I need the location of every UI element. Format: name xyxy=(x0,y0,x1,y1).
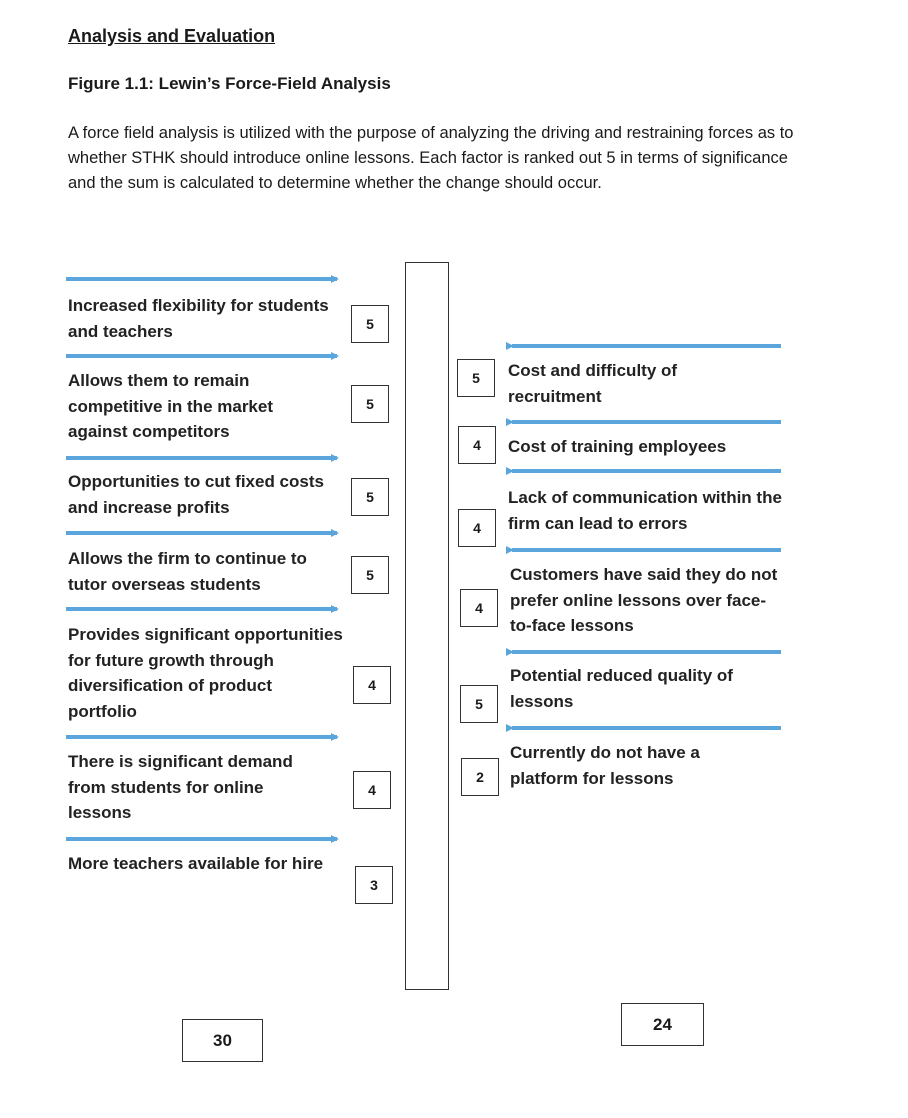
restraining-score-box: 5 xyxy=(457,359,495,397)
restraining-factor-label: Cost and difficulty of recruitment xyxy=(508,361,678,406)
restraining-factor-label: Customers have said they do not prefer online lessons over face-to-face lessons xyxy=(510,565,778,635)
restraining-score-box: 5 xyxy=(460,685,498,723)
driving-factor-label: More teachers available for hire xyxy=(68,854,324,873)
driving-factor-label: Opportunities to cut fixed costs and increase profits xyxy=(68,472,324,517)
center-bar xyxy=(405,262,449,990)
driving-score-box: 5 xyxy=(351,478,389,516)
restraining-score-box: 2 xyxy=(461,758,499,796)
driving-score-box: 5 xyxy=(351,556,389,594)
driving-factor-label: Increased flexibility for students and teachers xyxy=(68,296,329,341)
driving-factor-label: Allows the firm to continue to tutor overseas students xyxy=(68,549,307,594)
driving-score-box: 3 xyxy=(355,866,393,904)
driving-total-box: 30 xyxy=(182,1019,263,1062)
restraining-factor-label: Potential reduced quality of lessons xyxy=(510,666,733,711)
intro-paragraph: A force field analysis is utilized with the purpose of analyzing the driving and restraining forces as to whether STHK should introduce online lessons. Each factor is ranked out 5 in terms of significance and the sum is calculated to determine whether the change should occur. xyxy=(68,124,794,192)
restraining-score-box: 4 xyxy=(458,426,496,464)
driving-factor-label: There is significant demand from students for online lessons xyxy=(68,752,293,822)
restraining-total-box: 24 xyxy=(621,1003,704,1046)
restraining-factor-label: Lack of communication within the firm can lead to errors xyxy=(508,488,782,533)
restraining-score-box: 4 xyxy=(458,509,496,547)
driving-factor-label: Allows them to remain competitive in the market against competitors xyxy=(68,371,274,441)
driving-score-box: 5 xyxy=(351,385,389,423)
restraining-factor-label: Cost of training employees xyxy=(508,437,727,456)
figure-title: Figure 1.1: Lewin’s Force-Field Analysis xyxy=(68,74,391,93)
driving-factor-label: Provides significant opportunities for future growth through diversification of product portfolio xyxy=(68,625,343,721)
restraining-score-box: 4 xyxy=(460,589,498,627)
restraining-factor-label: Currently do not have a platform for lessons xyxy=(510,743,700,788)
driving-score-box: 4 xyxy=(353,771,391,809)
driving-score-box: 5 xyxy=(351,305,389,343)
section-heading: Analysis and Evaluation xyxy=(68,26,276,46)
driving-score-box: 4 xyxy=(353,666,391,704)
